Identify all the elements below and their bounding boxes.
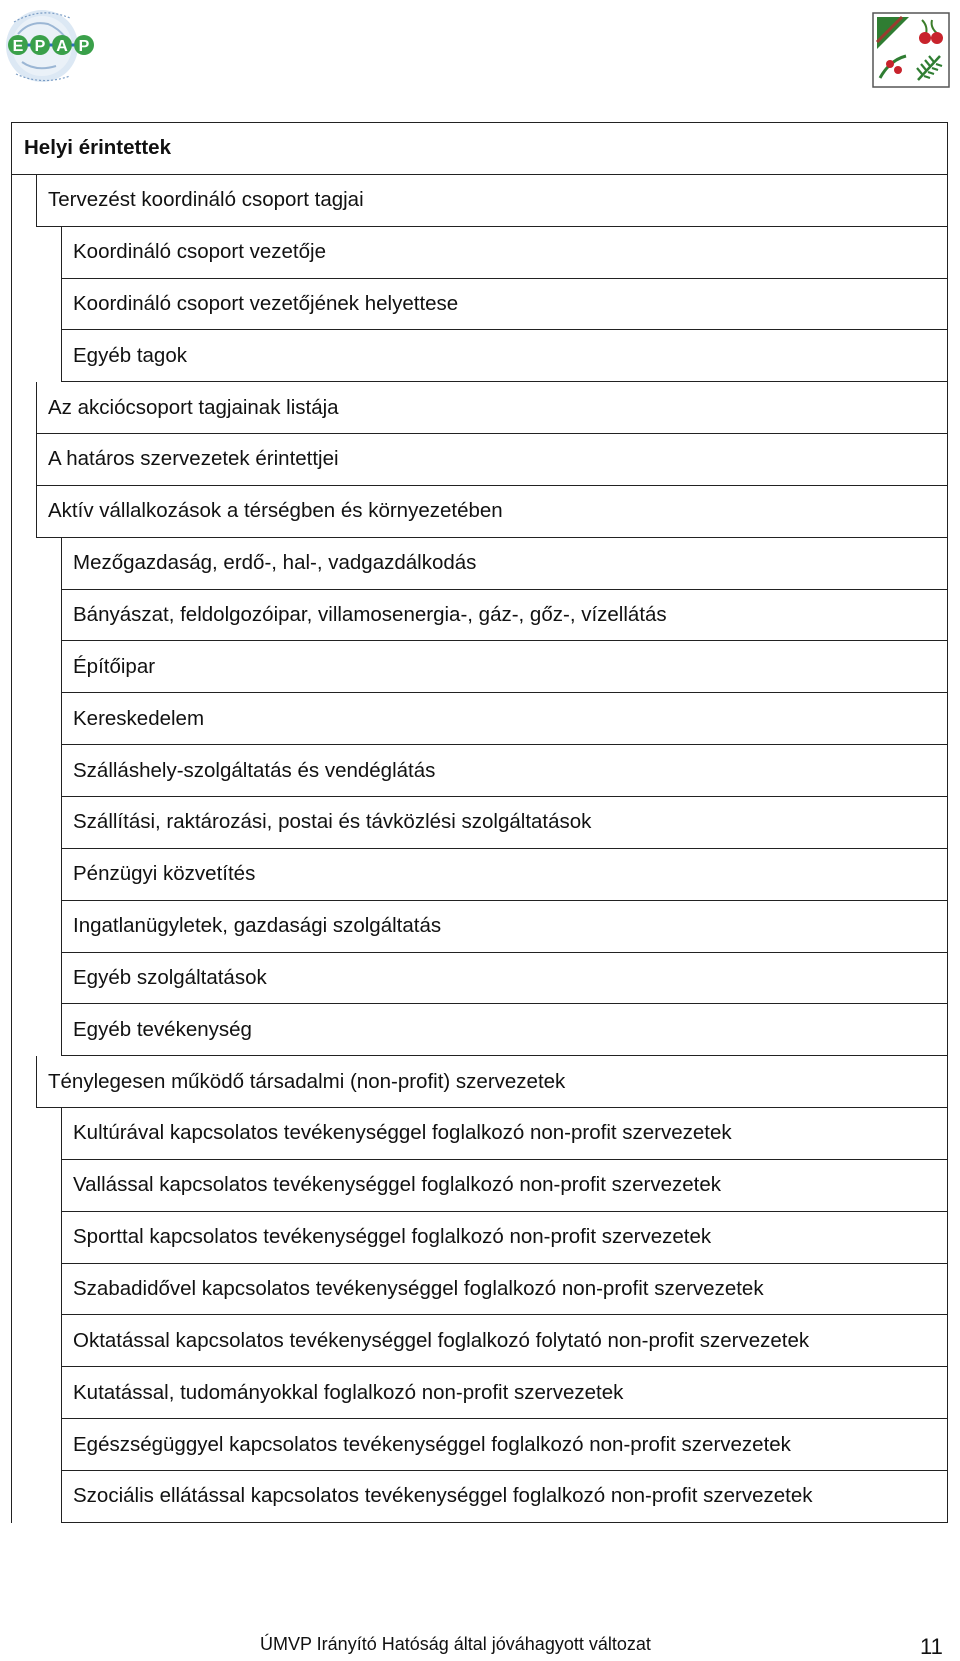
row-label: Szállítási, raktározási, postai és távközlési szolgáltatások [73, 810, 592, 834]
row-label: A határos szervezetek érintettjei [48, 447, 339, 471]
subcategory-row [61, 953, 947, 1005]
row-label: Koordináló csoport vezetőjének helyettese [73, 291, 459, 315]
row-label: Vallással kapcsolatos tevékenységgel foglalkozó non-profit szervezetek [73, 1173, 722, 1197]
svg-text:A: A [56, 38, 68, 55]
category-row [36, 1056, 947, 1108]
subcategory-row [61, 693, 947, 745]
subcategory-row [61, 1471, 947, 1523]
subcategory-row [61, 279, 947, 331]
svg-text:E: E [12, 38, 24, 55]
row-label: Koordináló csoport vezetője [73, 240, 326, 264]
row-label: Bányászat, feldolgozóipar, villamosenergia-, gáz-, gőz-, vízellátás [73, 603, 667, 627]
subcategory-row [61, 849, 947, 901]
row-label: Kutatással, tudományokkal foglalkozó non-profit szervezetek [73, 1380, 624, 1404]
row-label: Tervezést koordináló csoport tagjai [48, 188, 364, 212]
subcategory-row [61, 745, 947, 797]
row-label: Ténylegesen működő társadalmi (non-profit) szervezetek [48, 1069, 566, 1093]
row-label: Helyi érintettek [24, 136, 171, 160]
subcategory-row [61, 797, 947, 849]
subcategory-row [61, 1212, 947, 1264]
subcategory-row [61, 1315, 947, 1367]
category-row [36, 382, 947, 434]
subcategory-row [61, 1419, 947, 1471]
row-label: Egyéb szolgáltatások [73, 965, 267, 989]
subcategory-row [61, 227, 947, 279]
subcategory-row [61, 1108, 947, 1160]
row-label: Kultúrával kapcsolatos tevékenységgel foglalkozó non-profit szervezetek [73, 1121, 732, 1145]
row-label: Ingatlanügyletek, gazdasági szolgáltatás [73, 914, 442, 938]
row-label: Oktatással kapcsolatos tevékenységgel foglalkozó folytató non-profit szervezetek [73, 1328, 810, 1352]
subcategory-row [61, 1004, 947, 1056]
row-label: Mezőgazdaság, erdő-, hal-, vadgazdálkodás [73, 551, 477, 575]
page-number: 11 [920, 1634, 943, 1659]
row-label: Egészségüggyel kapcsolatos tevékenységgel foglalkozó non-profit szervezetek [73, 1432, 791, 1456]
row-label: Aktív vállalkozások a térségben és környezetében [48, 499, 503, 523]
row-label: Szabadidővel kapcsolatos tevékenységgel foglalkozó non-profit szervezetek [73, 1276, 764, 1300]
row-label: Az akciócsoport tagjainak listája [48, 395, 339, 419]
row-label: Szociális ellátással kapcsolatos tevékenységgel foglalkozó non-profit szervezetek [73, 1484, 813, 1508]
subcategory-row [61, 1367, 947, 1419]
footer-version-text: ÚMVP Irányító Hatóság által jóváhagyott változat [260, 1634, 651, 1654]
row-label: Sporttal kapcsolatos tevékenységgel foglalkozó non-profit szervezetek [73, 1225, 712, 1249]
svg-text:P: P [34, 38, 46, 55]
subcategory-row [61, 590, 947, 642]
row-label: Építőipar [73, 654, 156, 678]
category-row [36, 434, 947, 486]
row-label: Egyéb tagok [73, 343, 187, 367]
subcategory-row [61, 538, 947, 590]
subcategory-row [61, 330, 947, 382]
stakeholder-hierarchy-table [11, 122, 948, 1523]
row-label: Szálláshely-szolgáltatás és vendéglátás [73, 758, 436, 782]
subcategory-row [61, 641, 947, 693]
subcategory-row [61, 901, 947, 953]
epap-logo [4, 4, 108, 88]
row-label: Pénzügyi közvetítés [73, 862, 256, 886]
subcategory-row [61, 1160, 947, 1212]
category-row [36, 486, 947, 538]
subcategory-row [61, 1264, 947, 1316]
row-label: Kereskedelem [73, 706, 205, 730]
rural-development-logo [872, 12, 950, 88]
svg-text:P: P [78, 38, 90, 55]
row-label: Egyéb tevékenység [73, 1017, 252, 1041]
category-row [36, 175, 947, 227]
table-header-row [12, 123, 947, 175]
